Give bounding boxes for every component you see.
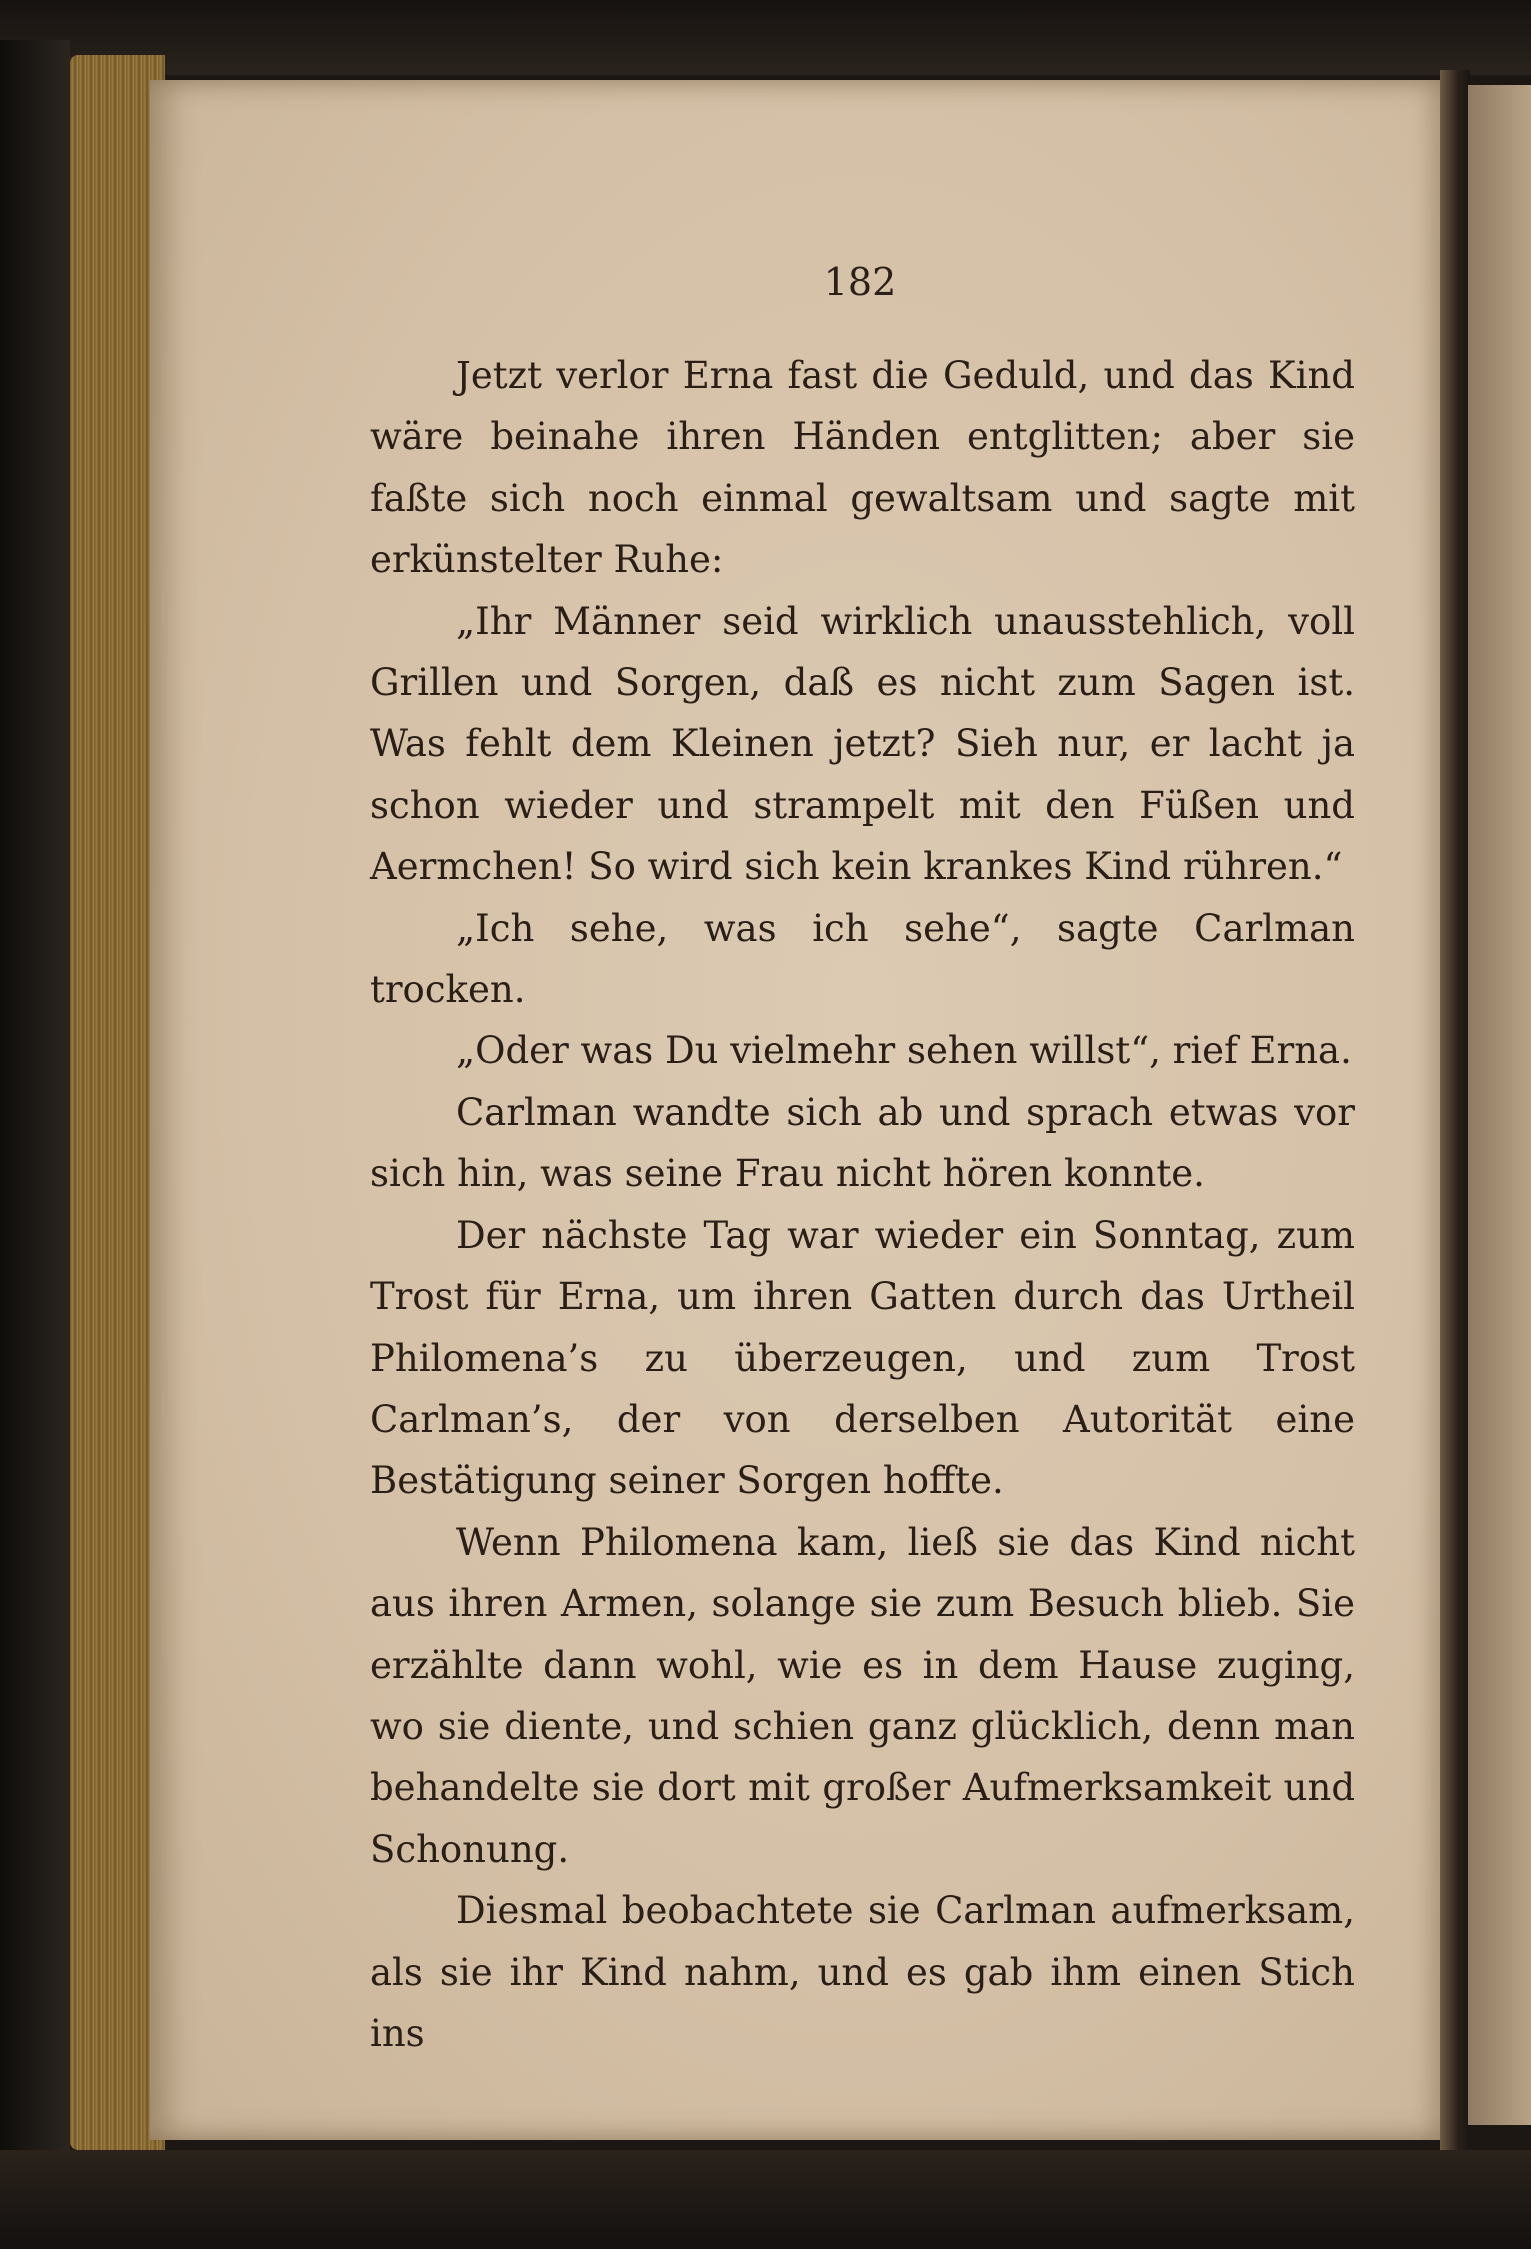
page-number: 182 — [823, 260, 897, 304]
paragraph: Diesmal beobachtete sie Carlman aufmerksam, als sie ihr Kind nahm, und es gab ihm einen Stich ins — [370, 1889, 1355, 2055]
paragraph: Carlman wandte sich ab und sprach etwas vor sich hin, was seine Frau nicht hören konnte. — [370, 1090, 1355, 1196]
background-bottom — [0, 2150, 1531, 2249]
paragraph: „Ihr Männer seid wirklich unausstehlich, voll Grillen und Sorgen, daß es nicht zum Sagen ist. Was fehlt dem Kleinen jetzt? Sieh nur, er lacht ja schon wieder und strampelt mit den Füßen und Aermchen! So wird sich kein krankes Kind rühren.“ — [370, 599, 1355, 889]
facing-page-edge — [1468, 85, 1531, 2125]
background-top — [0, 0, 1531, 75]
book-gutter — [1440, 70, 1470, 2150]
paragraph: „Ich sehe, was ich sehe“, sagte Carlman trocken. — [370, 906, 1355, 1012]
paragraph: Wenn Philomena kam, ließ sie das Kind nicht aus ihren Armen, solange sie zum Besuch blieb. Sie erzählte dann wohl, wie es in dem Hause zuging, wo sie diente, und schien ganz glücklich, denn man behandelte sie dort mit großer Aufmerksamkeit und Schonung. — [370, 1520, 1355, 1871]
paragraph: Der nächste Tag war wieder ein Sonntag, zum Trost für Erna, um ihren Gatten durch das Urtheil Philomena’s zu überzeugen, und zum Trost Carlman’s, der von derselben Autorität eine Bestätigung seiner Sorgen hoffte. — [370, 1213, 1355, 1503]
paragraph: Jetzt verlor Erna fast die Geduld, und das Kind wäre beinahe ihren Händen entglitten; aber sie faßte sich noch einmal gewaltsam und sagte mit erkünstelter Ruhe: — [370, 354, 1355, 582]
book-cover-edge — [0, 40, 70, 2170]
paragraph: „Oder was Du vielmehr sehen willst“, rief Erna. — [456, 1029, 1352, 1073]
body-text — [370, 345, 1355, 2064]
